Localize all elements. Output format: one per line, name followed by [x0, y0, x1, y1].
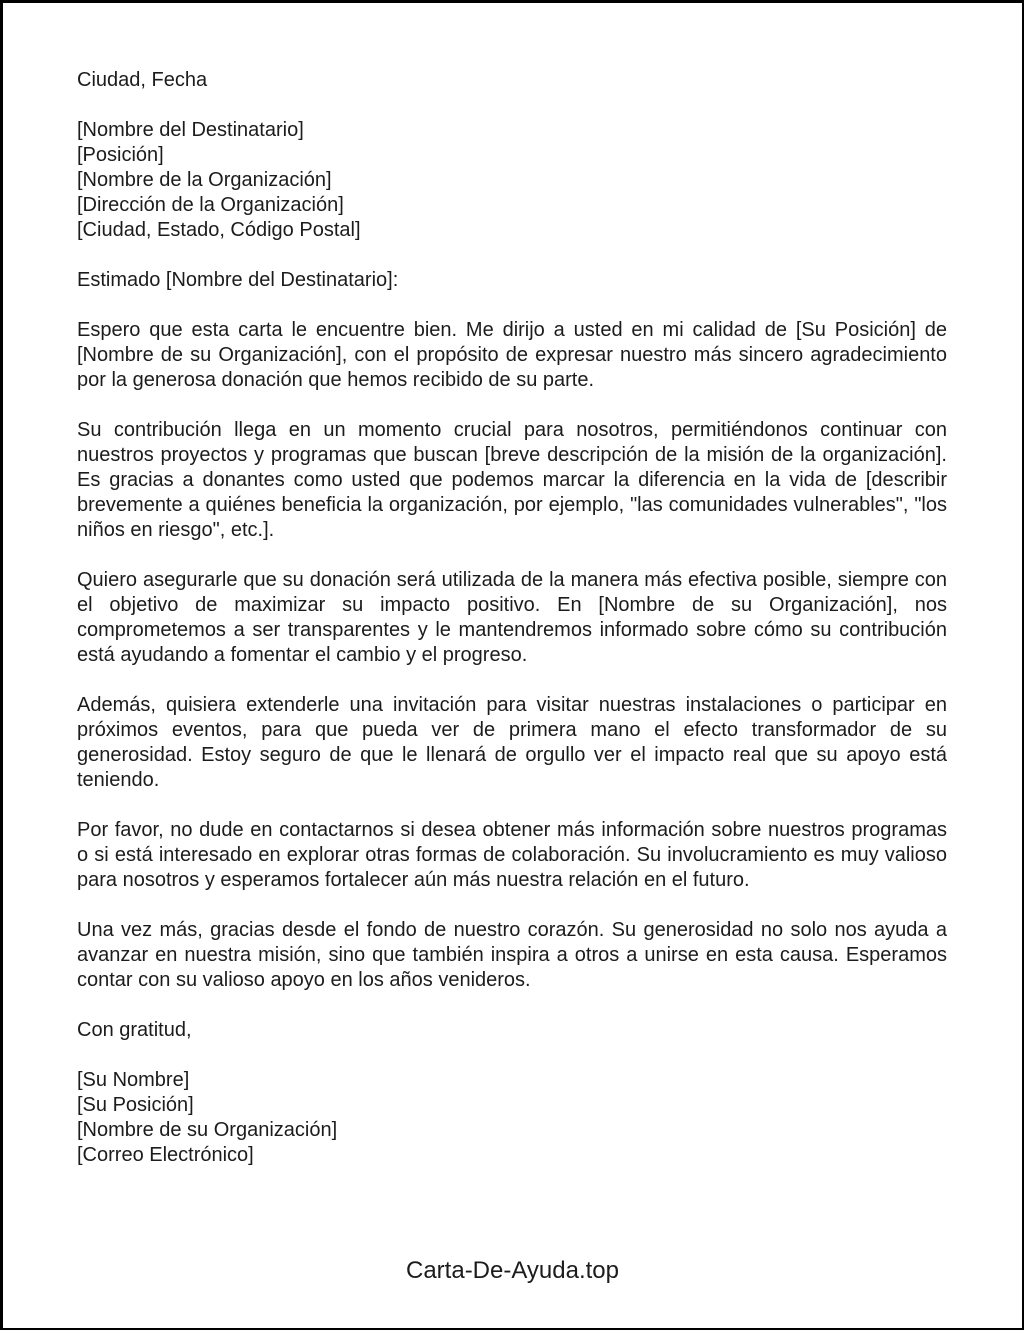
- recipient-block: [77, 118, 947, 243]
- signature-email-line: [Correo Electrónico]: [77, 1144, 254, 1166]
- recipient-address-line: [Dirección de la Organización]: [77, 194, 344, 216]
- salutation: Estimado [Nombre del Destinatario]:: [77, 269, 399, 291]
- recipient-organization-line: [Nombre de la Organización]: [77, 169, 332, 191]
- footer-watermark: Carta-De-Ayuda.top: [406, 1257, 619, 1284]
- dateline: Ciudad, Fecha: [77, 69, 208, 91]
- closing: Con gratitud,: [77, 1019, 192, 1041]
- paragraph-invitation: Además, quisiera extenderle una invitación para visitar nuestras instalaciones o participar en próximos eventos, para que pueda ver de primera mano el efecto transformador de su generosidad. Estoy seguro de que le llenará de orgullo ver el impacto real que su apoyo está teniendo.: [77, 694, 947, 791]
- paragraph-contact: Por favor, no dude en contactarnos si desea obtener más información sobre nuestros programas o si está interesado en explorar otras formas de colaboración. Su involucramiento es muy valioso para nosotros y esperamos fortalecer aún más nuestra relación en el futuro.: [77, 819, 947, 891]
- signature-block: [77, 1068, 947, 1168]
- paragraph-thanks: Una vez más, gracias desde el fondo de nuestro corazón. Su generosidad no solo nos ayuda a avanzar en nuestra misión, sino que también inspira a otros a unirse en esta causa. Esperamos contar con su valioso apoyo en los años venideros.: [77, 919, 947, 991]
- paragraph-contribution: Su contribución llega en un momento crucial para nosotros, permitiéndonos continuar con nuestros proyectos y programas que buscan [breve descripción de la misión de la organización]. Es gracias a donantes como usted que podemos marcar la diferencia en la vida de [describir brevemente a quiénes beneficia la organización, por ejemplo, "las comunidades vulnerables", "los niños en riesgo", etc.].: [77, 419, 947, 541]
- signature-name-line: [Su Nombre]: [77, 1069, 190, 1091]
- signature-position-line: [Su Posición]: [77, 1094, 194, 1116]
- recipient-position-line: [Posición]: [77, 144, 164, 166]
- recipient-name-line: [Nombre del Destinatario]: [77, 119, 304, 141]
- letter-content: [3, 3, 1022, 1168]
- signature-organization-line: [Nombre de su Organización]: [77, 1119, 338, 1141]
- recipient-city-line: [Ciudad, Estado, Código Postal]: [77, 219, 361, 241]
- paragraph-transparency: Quiero asegurarle que su donación será utilizada de la manera más efectiva posible, siempre con el objetivo de maximizar su impacto positivo. En [Nombre de su Organización], nos comprometemos a ser transparentes y le mantendremos informado sobre cómo su contribución está ayudando a fomentar el cambio y el progreso.: [77, 569, 947, 666]
- paragraph-gratitude: Espero que esta carta le encuentre bien. Me dirijo a usted en mi calidad de [Su Posición] de [Nombre de su Organización], con el propósito de expresar nuestro más sincero agradecimiento por la generosa donación que hemos recibido de su parte.: [77, 319, 947, 391]
